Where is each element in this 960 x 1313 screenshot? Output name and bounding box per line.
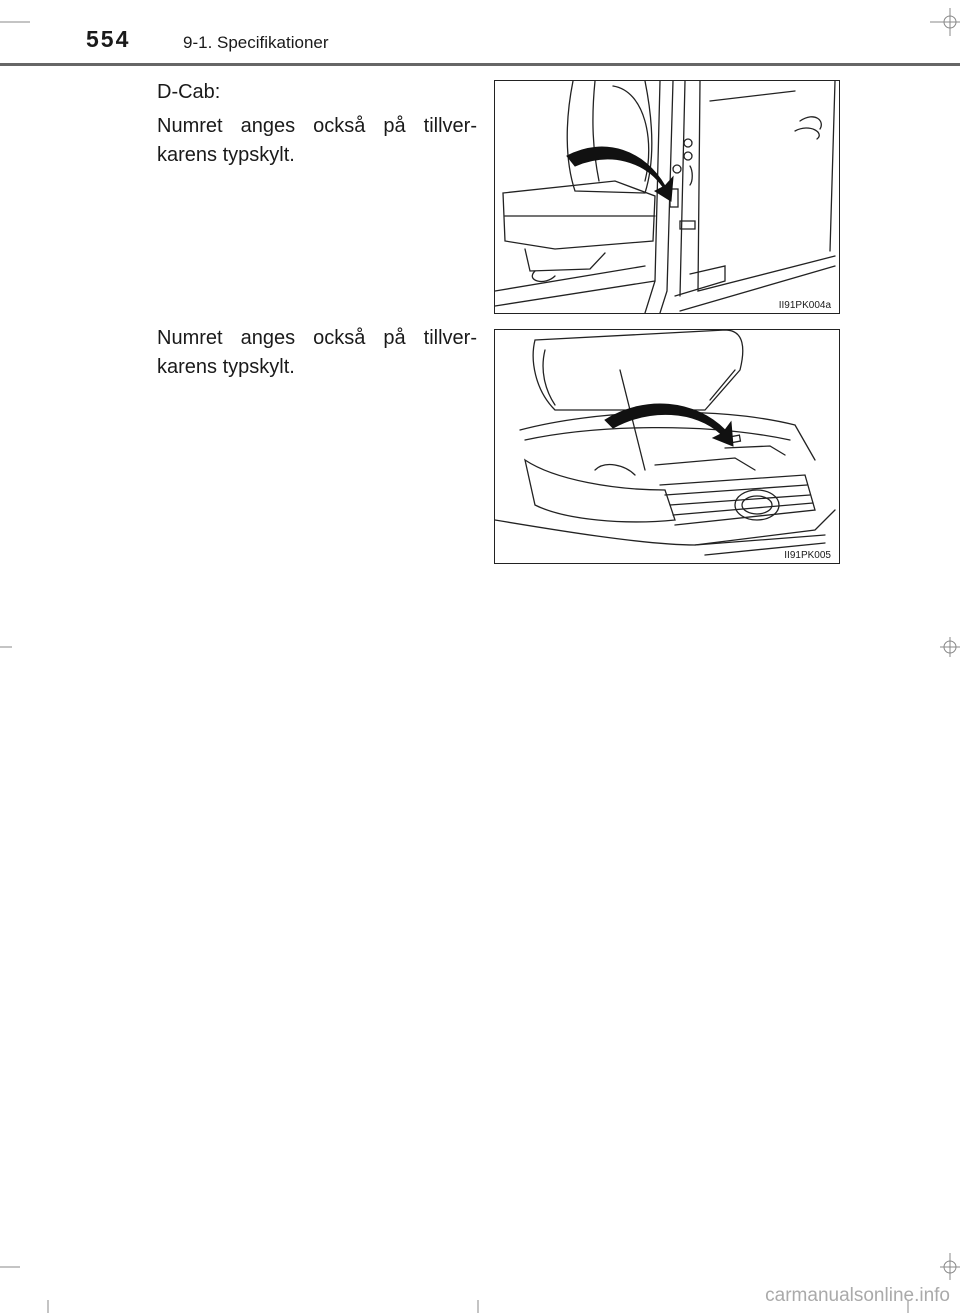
heading-text: D-Cab: <box>157 81 221 103</box>
paragraph-2 <box>157 324 477 382</box>
section-title: 9-1. Specifikationer <box>183 33 329 52</box>
paragraph-2-text: Numret anges också på tillverkarens typskylt. <box>157 327 477 378</box>
header-divider <box>0 63 960 66</box>
paragraph-1 <box>157 112 477 170</box>
heading-dcab <box>157 78 477 107</box>
figure-engine-hood <box>494 329 840 564</box>
figure-1-code: II91PK004a <box>778 300 831 311</box>
paragraph-1-text: Numret anges också på tillverkarens typskylt. <box>157 115 477 166</box>
engine-hood-illustration <box>495 330 839 563</box>
footer-watermark: carmanualsonline.info <box>765 1285 950 1306</box>
door-pillar-illustration <box>495 81 839 313</box>
figure-2-code: II91PK005 <box>784 550 831 561</box>
figure-door-pillar <box>494 80 840 314</box>
page-number: 554 <box>86 26 131 52</box>
